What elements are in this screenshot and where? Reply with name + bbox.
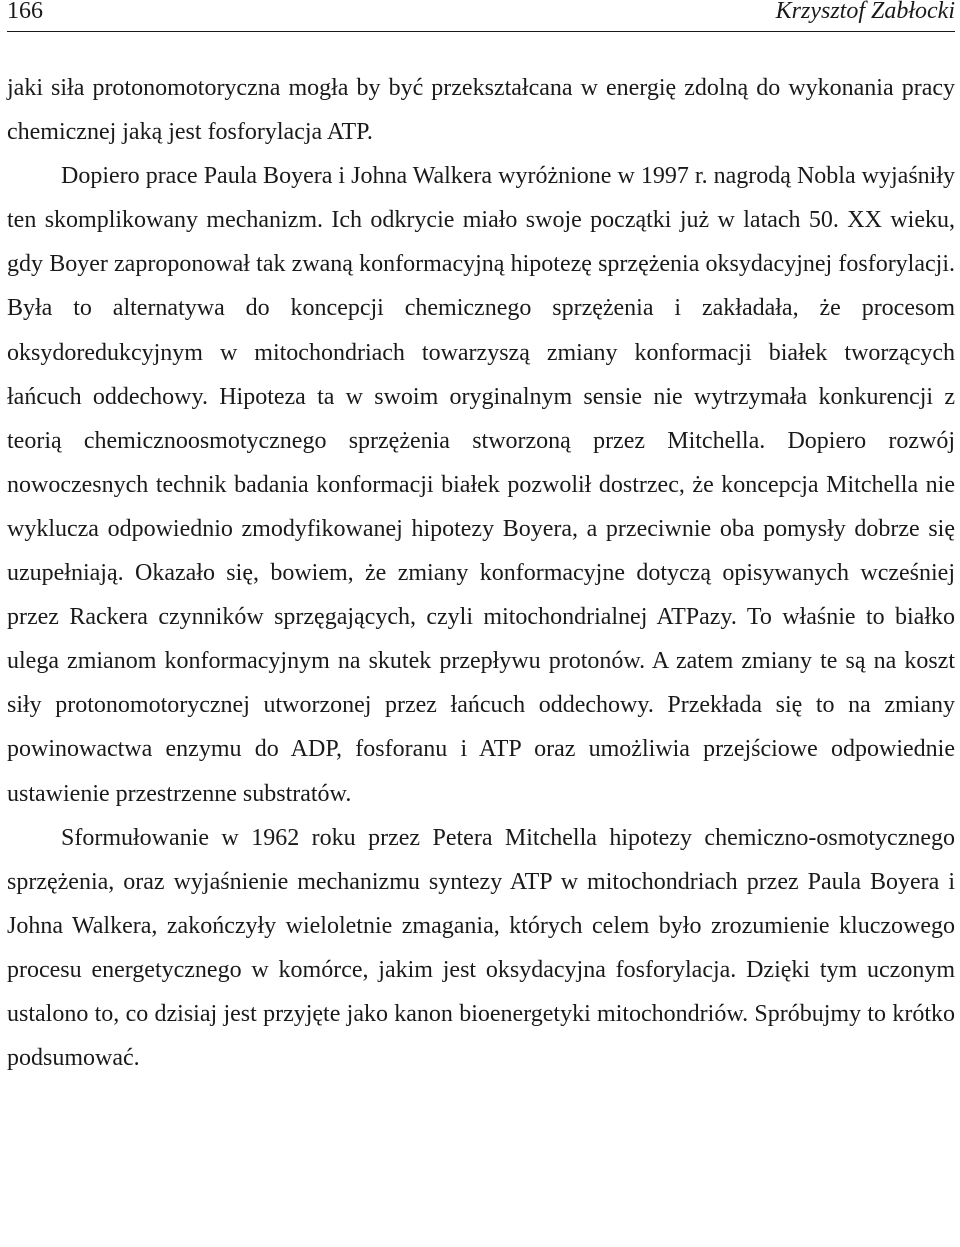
paragraph: Dopiero prace Paula Boyera i Johna Walkera wyróżnione w 1997 r. nagrodą Nobla wyjaśniły ten skomplikowany mechanizm. Ich odkrycie miało swoje początki już w latach 50. XX wieku, gdy Boyer zaproponował tak zwaną konformacyjną hipotezę sprzężenia oksydacyjnej fosforylacji. Była to alternatywa do koncepcji chemicznego sprzężenia i zakładała, że procesom oksydoredukcyjnym w mitochondriach towarzyszą zmiany konformacji białek tworzących łańcuch oddechowy. Hipoteza ta w swoim oryginalnym sensie nie wytrzymała konkurencji z teorią chemicznoosmotycznego sprzężenia stworzoną przez Mitchella. Dopiero rozwój nowoczesnych technik badania konformacji białek pozwolił dostrzec, że koncepcja Mitchella nie wyklucza odpowiednio zmodyfikowanej hipotezy Boyera, a przeciwnie oba pomysły dobrze się uzupełniają. Okazało się, bowiem, że zmiany konformacyjne dotyczą opisywanych wcześniej przez Rackera czynników sprzęgających, czyli mitochondrialnej ATPazy. To właśnie to białko ulega zmianom konformacyjnym na skutek przepływu protonów. A zatem zmiany te są na koszt siły protonomotorycznej utworzonej przez łańcuch oddechowy. Przekłada się to na zmiany powinowactwa enzymu do ADP, fosforanu i ATP oraz umożliwia przejściowe odpowiednie ustawienie przestrzenne substratów. [7,163,955,807]
paragraph: Sformułowanie w 1962 roku przez Petera Mitchella hipotezy chemiczno-osmotycznego sprzężenia, oraz wyjaśnienie mechanizmu syntezy ATP w mitochondriach przez Paula Boyera i Johna Walkera, zakończyły wieloletnie zmagania, których celem było zrozumienie kluczowego procesu energetycznego w komórce, jakim jest oksydacyjna fosforylacja. Dzięki tym uczonym ustalono to, co dzisiaj jest przyjęte jako kanon bioenergetyki mitochondriów. Spróbujmy to krótko podsumować. [7,824,955,1072]
header-rule [7,31,955,32]
running-header [7,0,955,32]
running-header-author: Krzysztof Zabłocki [775,0,955,24]
body-text [7,66,955,1080]
page-number: 166 [7,0,43,24]
paragraph-continued: jaki siła protonomotoryczna mogła by być przekształcana w energię zdolną do wykonania pracy chemicznej jaką jest fosforylacja ATP. [7,75,955,146]
